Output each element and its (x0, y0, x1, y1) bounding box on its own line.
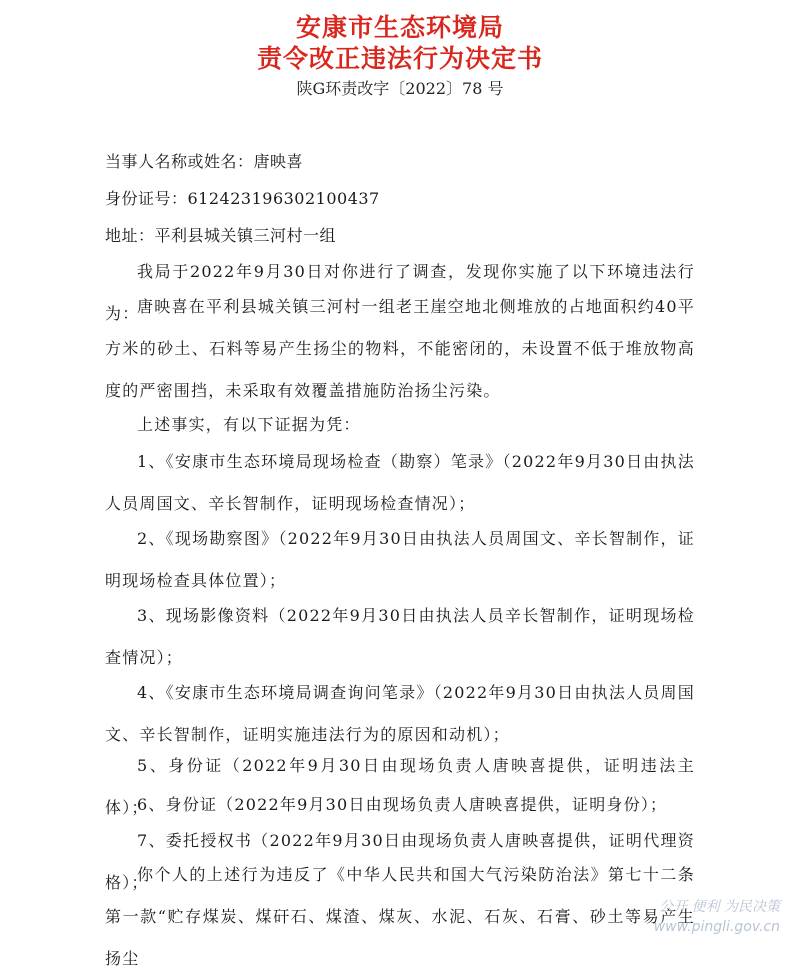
investigation-intro: 我局于2022年9月30日对你进行了调查，发现你实施了以下环境违法行为： (105, 262, 695, 323)
evidence-item: 4、《安康市生态环境局调查询问笔录》（2022年9月30日由执法人员周国文、辛长智制作，证明实施违法行为的原因和动机）； (105, 683, 695, 744)
violation-description: 唐映喜在平利县城关镇三河村一组老王崖空地北侧堆放的占地面积约40平方米的砂土、石料等易产生扬尘的物料，不能密闭的，未设置不低于堆放物高度的严密围挡，未采取有效覆盖措施防治扬尘污染。 (105, 297, 695, 400)
legal-conclusion: 你个人的上述行为违反了《中华人民共和国大气污染防治法》第七十二条第一款“贮存煤炭、煤矸石、煤渣、煤灰、水泥、石灰、石膏、砂土等易产生扬尘 (105, 865, 695, 968)
evidence-item: 6、身份证（2022年9月30日由现场负责人唐映喜提供，证明身份）； (137, 795, 668, 814)
document-type-title: 责令改正违法行为决定书 (256, 44, 543, 73)
site-watermark (550, 897, 780, 937)
evidence-item: 1、《安康市生态环境局现场检查（勘察）笔录》（2022年9月30日由执法人员周国文、辛长智制作，证明现场检查情况）； (105, 452, 695, 513)
party-name: 当事人名称或姓名：唐映喜 (105, 152, 304, 171)
evidence-item: 3、现场影像资料（2022年9月30日由执法人员辛长智制作，证明现场检查情况）； (105, 606, 695, 667)
watermark-url: www.pingli.gov.cn (653, 919, 780, 935)
party-address: 地址：平利县城关镇三河村一组 (105, 226, 337, 245)
watermark-slogan: 公开 便利 为民决策 (659, 899, 780, 915)
agency-title: 安康市生态环境局 (295, 13, 504, 42)
evidence-item: 5、身份证（2022年9月30日由现场负责人唐映喜提供，证明违法主体）； (105, 756, 695, 817)
party-id-number: 身份证号：612423196302100437 (105, 189, 380, 208)
evidence-intro: 上述事实，有以下证据为凭： (137, 415, 361, 434)
evidence-item: 2、《现场勘察图》（2022年9月30日由执法人员周国文、辛长智制作，证明现场检查具体位置）； (105, 529, 695, 590)
document-number: 陕G环责改字〔2022〕78 号 (296, 79, 504, 98)
evidence-item: 7、委托授权书（2022年9月30日由现场负责人唐映喜提供，证明代理资格）； (105, 831, 695, 892)
